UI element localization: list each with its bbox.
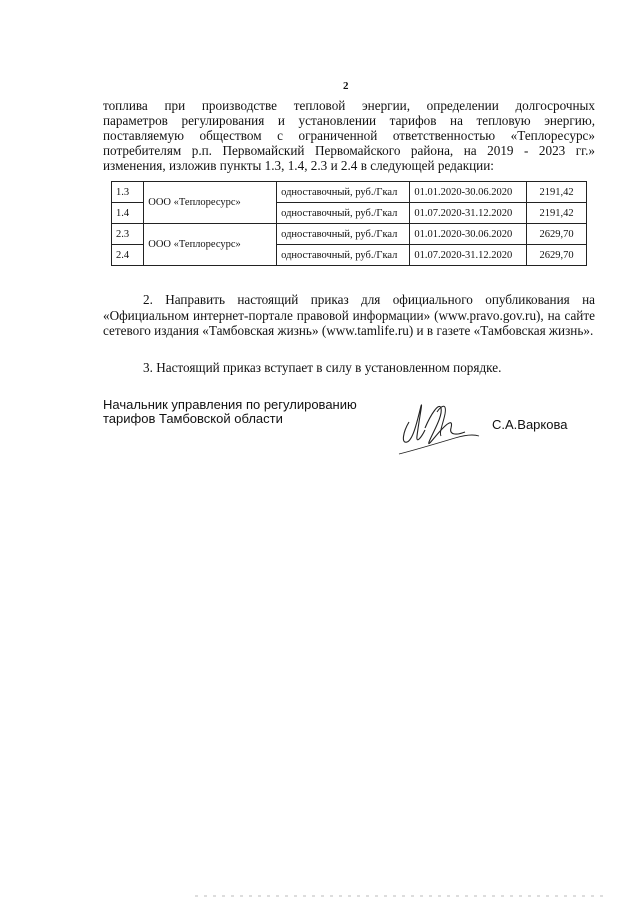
intro-line: изменения, изложив пункты 1.3, 1.4, 2.3 и 2.4 в следующей редакции: [103, 158, 494, 173]
row-number: 1.4 [112, 203, 144, 224]
effective-date-paragraph: 3. Настоящий приказ вступает в силу в установленном порядке. [143, 360, 502, 375]
tariff-unit-cell: одноставочный, руб./Гкал [277, 245, 410, 266]
tariff-value-cell: 2629,70 [527, 245, 587, 266]
handwritten-signature [395, 392, 485, 462]
intro-paragraph [103, 98, 595, 173]
signatory-name: С.А.Варкова [492, 417, 568, 432]
organization-cell: ООО «Теплоресурс» [144, 224, 277, 266]
tariff-unit-cell: одноставочный, руб./Гкал [277, 203, 410, 224]
signatory-position-line: Начальник управления по регулированию [103, 397, 357, 412]
row-number: 2.4 [112, 245, 144, 266]
period-cell: 01.01.2020-30.06.2020 [410, 224, 527, 245]
tariff-value-cell: 2629,70 [527, 224, 587, 245]
signatory-position-line: тарифов Тамбовской области [103, 411, 283, 426]
tariff-table [111, 181, 587, 266]
period-cell: 01.01.2020-30.06.2020 [410, 182, 527, 203]
period-cell: 01.07.2020-31.12.2020 [410, 203, 527, 224]
table-row [112, 224, 587, 245]
intro-line: потребителям р.п. Первомайский Первомайского района, на 2019 - 2023 гг.» [103, 143, 595, 158]
intro-line: топлива при производстве тепловой энергии, определении долгосрочных [103, 98, 595, 113]
page-number: 2 [343, 80, 349, 92]
tariff-value-cell: 2191,42 [527, 182, 587, 203]
intro-line: поставляемую обществом с ограниченной ответственностью «Теплоресурс» [103, 128, 595, 143]
organization-cell: ООО «Теплоресурс» [144, 182, 277, 224]
tariff-unit-cell: одноставочный, руб./Гкал [277, 224, 410, 245]
row-number: 1.3 [112, 182, 144, 203]
signatory-position [103, 398, 357, 426]
tariff-unit-cell: одноставочный, руб./Гкал [277, 182, 410, 203]
period-cell: 01.07.2020-31.12.2020 [410, 245, 527, 266]
footer-scan-marks [195, 894, 605, 898]
table-row [112, 182, 587, 203]
row-number: 2.3 [112, 224, 144, 245]
publication-paragraph: 2. Направить настоящий приказ для официального опубликования на «Официальном интернет-портале правовой информации» (www.pravo.gov.ru), на сайте сетевого издания «Тамбовская жизнь» (www.tamlife.ru) и в газете «Тамбовская жизнь». [103, 292, 595, 338]
intro-line: параметров регулирования и установлении тарифов на тепловую энергию, [103, 113, 595, 128]
tariff-value-cell: 2191,42 [527, 203, 587, 224]
